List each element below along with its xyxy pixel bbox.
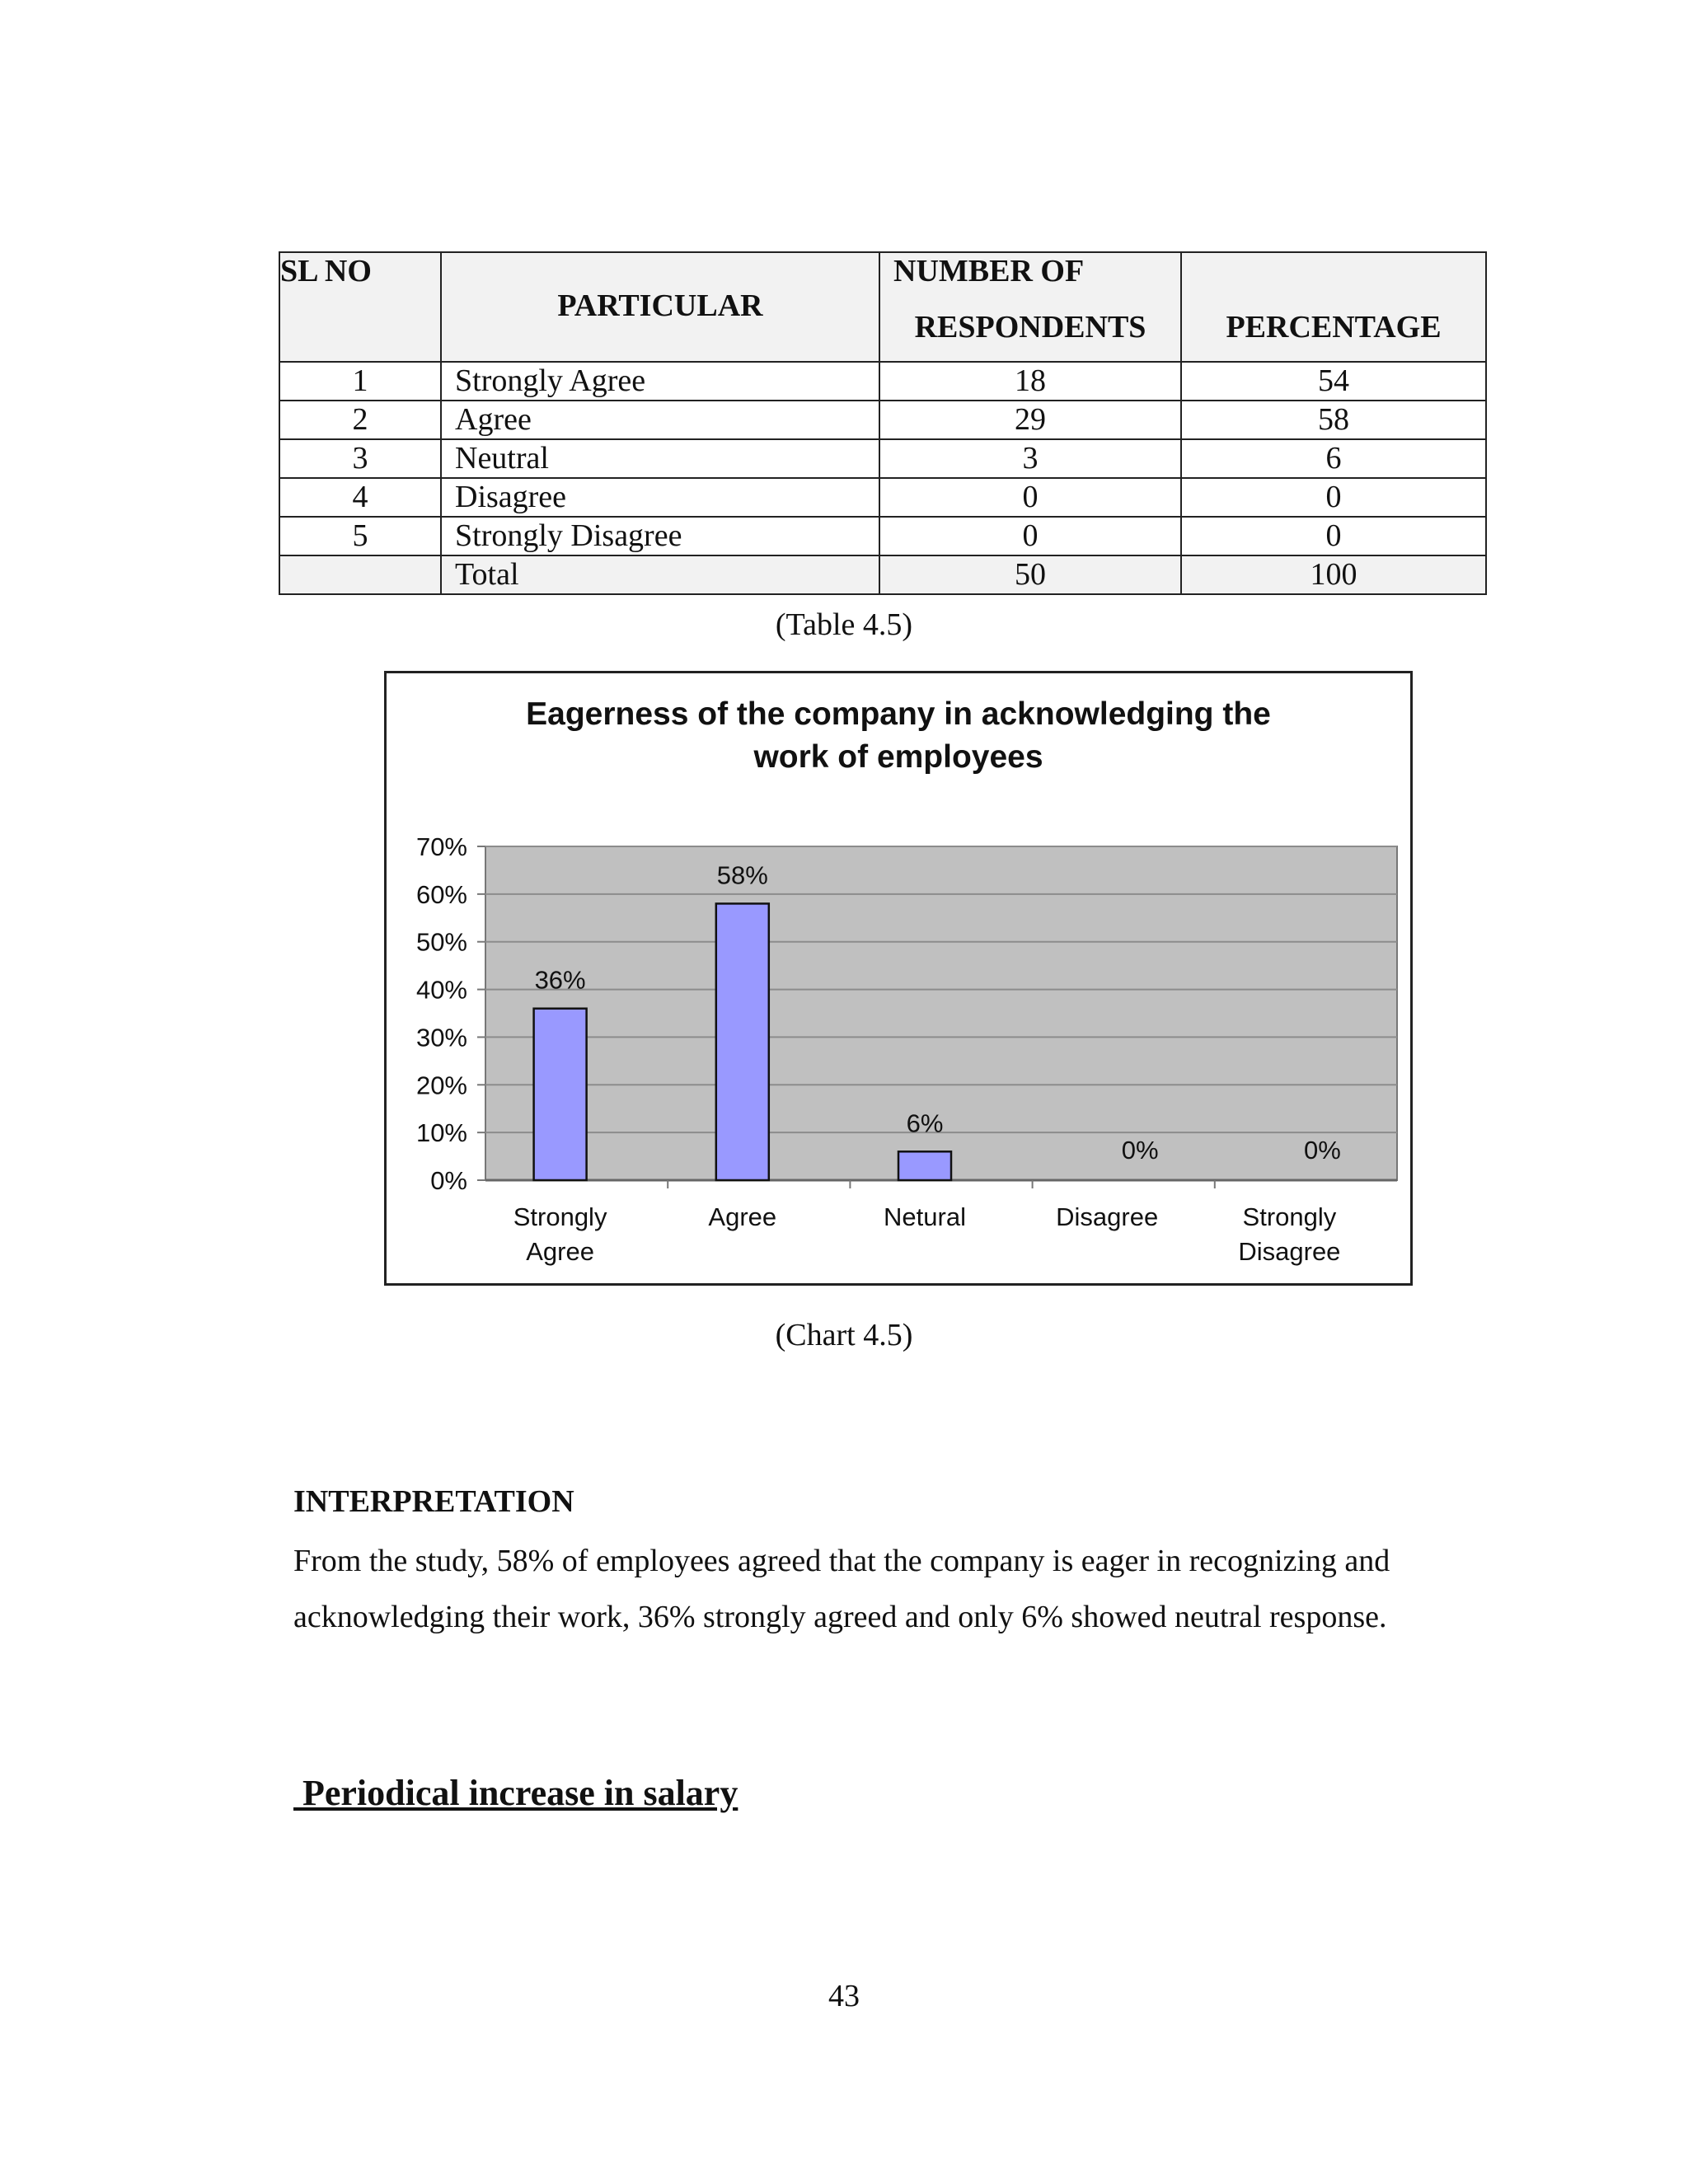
interpretation-text: From the study, 58% of employees agreed that the company is eager in recognizing and acknowledging their work, 36% strongly agreed and only 6% showed neutral response.	[293, 1544, 1390, 1634]
cell-respondents: 0	[879, 517, 1181, 555]
y-tick-label: 10%	[415, 1118, 467, 1148]
section-heading-salary: Periodical increase in salary	[293, 1773, 738, 1813]
responses-table	[279, 251, 1487, 595]
cell-percentage: 6	[1181, 439, 1486, 478]
header-particular: PARTICULAR	[441, 252, 879, 362]
cell-particular: Total	[441, 555, 879, 594]
bar	[534, 1009, 587, 1180]
x-category-label: Strongly	[1242, 1202, 1337, 1231]
data-label: 58%	[716, 860, 768, 890]
x-category-label: Agree	[708, 1202, 777, 1231]
cell-sl-no: 3	[279, 439, 441, 478]
page-number: 43	[828, 1979, 860, 2013]
interpretation-heading: INTERPRETATION	[293, 1484, 574, 1519]
table-body	[279, 362, 1486, 594]
table-row	[279, 401, 1486, 439]
cell-sl-no: 4	[279, 478, 441, 517]
data-label: 6%	[906, 1108, 944, 1138]
table-row	[279, 362, 1486, 401]
cell-percentage: 100	[1181, 555, 1486, 594]
cell-sl-no: 5	[279, 517, 441, 555]
chart-title-line-1: Eagerness of the company in acknowledging the	[526, 696, 1271, 732]
cell-percentage: 0	[1181, 517, 1486, 555]
cell-respondents: 50	[879, 555, 1181, 594]
table-total-row	[279, 555, 1486, 594]
x-category-label: Agree	[526, 1237, 594, 1266]
table-row	[279, 517, 1486, 555]
data-label: 36%	[534, 965, 586, 995]
chart-caption: (Chart 4.5)	[775, 1318, 913, 1352]
table-caption: (Table 4.5)	[775, 607, 913, 642]
cell-particular: Strongly Agree	[441, 362, 879, 401]
cell-sl-no	[279, 555, 441, 594]
cell-percentage: 58	[1181, 401, 1486, 439]
x-category-label: Disagree	[1056, 1202, 1159, 1231]
bar	[898, 1151, 951, 1180]
y-tick-label: 0%	[430, 1166, 467, 1195]
table-header-row	[279, 252, 1486, 362]
cell-percentage: 54	[1181, 362, 1486, 401]
cell-particular: Disagree	[441, 478, 879, 517]
y-tick-label: 60%	[415, 879, 467, 909]
chart-frame	[384, 671, 1413, 1286]
cell-sl-no: 2	[279, 401, 441, 439]
cell-particular: Agree	[441, 401, 879, 439]
bar	[716, 903, 769, 1180]
cell-respondents: 18	[879, 362, 1181, 401]
chart-title-line-2: work of employees	[753, 739, 1043, 775]
cell-respondents: 0	[879, 478, 1181, 517]
cell-respondents: 3	[879, 439, 1181, 478]
header-sl-no: SL NO	[279, 252, 441, 362]
header-percentage: PERCENTAGE	[1181, 252, 1486, 362]
y-tick-label: 20%	[415, 1071, 467, 1100]
cell-respondents: 29	[879, 401, 1181, 439]
cell-sl-no: 1	[279, 362, 441, 401]
x-category-label: Strongly	[513, 1202, 607, 1231]
bar-chart	[387, 673, 1410, 1283]
table-row	[279, 478, 1486, 517]
data-label: 0%	[1121, 1136, 1159, 1165]
x-category-label: Netural	[884, 1202, 966, 1231]
cell-particular: Strongly Disagree	[441, 517, 879, 555]
y-tick-label: 50%	[415, 927, 467, 957]
data-label: 0%	[1303, 1136, 1341, 1165]
cell-particular: Neutral	[441, 439, 879, 478]
y-tick-label: 70%	[415, 832, 467, 861]
table-row	[279, 439, 1486, 478]
header-number-of-respondents: NUMBER OF RESPONDENTS	[879, 252, 1181, 362]
x-category-label: Disagree	[1238, 1237, 1341, 1266]
y-tick-label: 30%	[415, 1023, 467, 1052]
cell-percentage: 0	[1181, 478, 1486, 517]
y-tick-label: 40%	[415, 975, 467, 1005]
